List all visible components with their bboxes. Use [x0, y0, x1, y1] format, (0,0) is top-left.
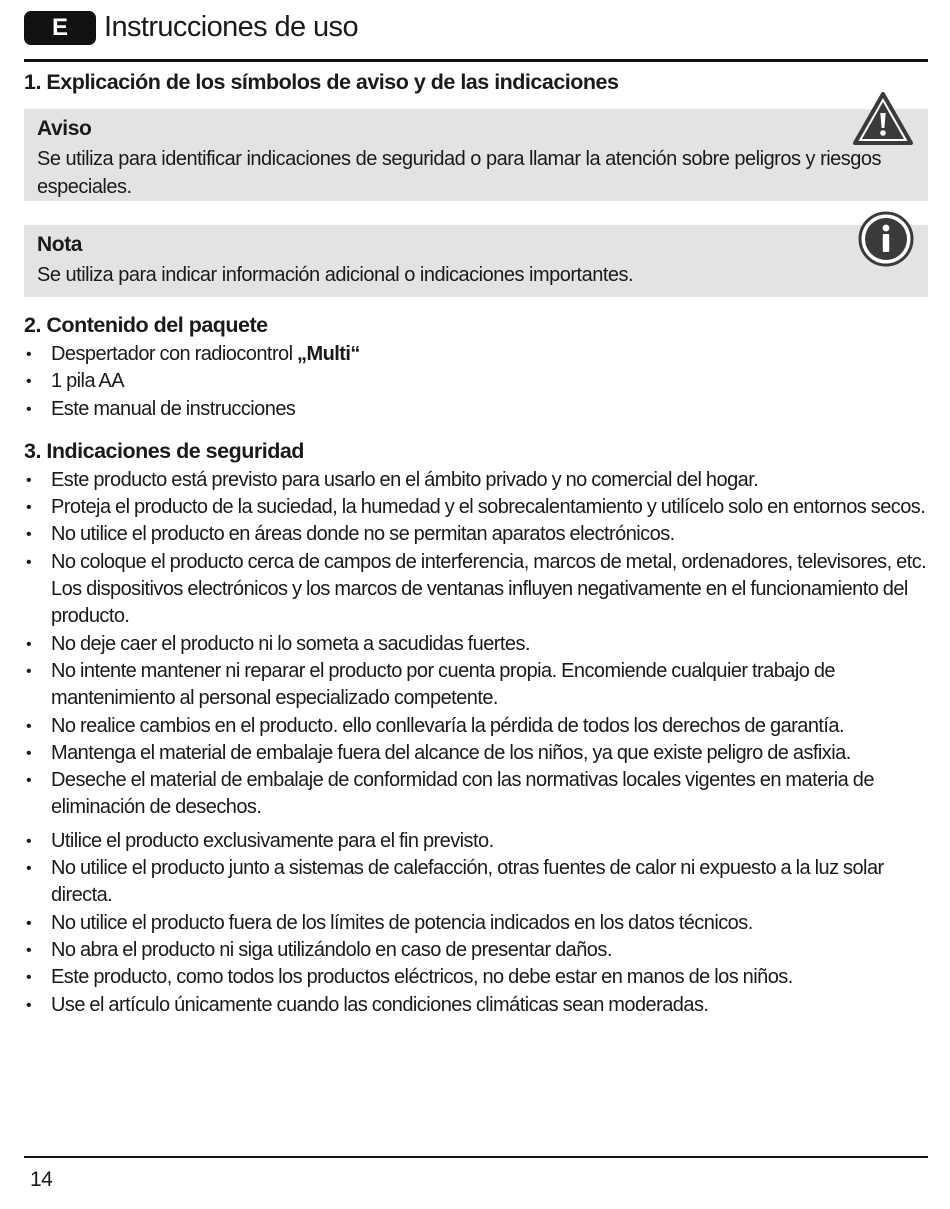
- list-item: • Deseche el material de embalaje de conformidad con las normativas locales vigentes en materia de eliminación de desechos.: [24, 767, 928, 822]
- list-item: • Proteja el producto de la suciedad, la humedad y el sobrecalentamiento y utilícelo solo en entornos secos.: [24, 494, 928, 521]
- language-badge: E: [24, 11, 96, 45]
- warning-notice-text: Se utiliza para identificar indicaciones de seguridad o para llamar la atención sobre peligros y riesgos especiales.: [37, 148, 882, 198]
- list-item: • No abra el producto ni siga utilizándolo en caso de presentar daños.: [24, 937, 928, 964]
- header-divider: [24, 59, 928, 62]
- list-item: • No utilice el producto en áreas donde no se permitan aparatos electrónicos.: [24, 521, 928, 548]
- list-item: • Este manual de instrucciones: [24, 396, 928, 423]
- list-item: • Este producto está previsto para usarlo en el ámbito privado y no comercial del hogar.: [24, 467, 928, 494]
- page-content: [24, 68, 928, 1019]
- warning-notice-title: Aviso: [37, 117, 92, 140]
- list-item: • No intente mantener ni reparar el producto por cuenta propia. Encomiende cualquier trabajo de mantenimiento al personal especializado competente.: [24, 658, 928, 713]
- section-safety-heading: 3. Indicaciones de seguridad: [24, 438, 304, 463]
- list-item: • No utilice el producto junto a sistemas de calefacción, otras fuentes de calor ni expuesto a la luz solar directa.: [24, 855, 928, 910]
- page-header: [24, 8, 928, 62]
- list-item: • No realice cambios en el producto. ello conllevaría la pérdida de todos los derechos de garantía.: [24, 713, 928, 740]
- note-notice-text: Se utiliza para indicar información adicional o indicaciones importantes.: [37, 264, 634, 286]
- list-item: • Este producto, como todos los productos eléctricos, no debe estar en manos de los niños.: [24, 964, 928, 991]
- footer-divider: [24, 1156, 928, 1158]
- section-symbols: [24, 68, 928, 297]
- warning-triangle-icon: [852, 91, 914, 147]
- section-package-contents-heading: 2. Contenido del paquete: [24, 313, 268, 337]
- safety-list: [24, 467, 928, 1019]
- list-item: [24, 341, 928, 368]
- warning-notice: [24, 109, 928, 201]
- note-notice: [24, 225, 928, 297]
- list-item: • Mantenga el material de embalaje fuera del alcance de los niños, ya que existe peligro de asfixia.: [24, 740, 928, 767]
- list-item: • No coloque el producto cerca de campos de interferencia, marcos de metal, ordenadores, televisores, etc. Los dispositivos electrónicos y los marcos de ventanas influyen negativamente en el funcionamiento del producto.: [24, 549, 928, 631]
- note-notice-title: Nota: [37, 233, 83, 256]
- list-item: • Utilice el producto exclusivamente para el fin previsto.: [24, 828, 928, 855]
- list-item: • No utilice el producto fuera de los límites de potencia indicados en los datos técnicos.: [24, 910, 928, 937]
- list-item: • 1 pila AA: [24, 368, 928, 395]
- section-symbols-heading: 1. Explicación de los símbolos de aviso y de las indicaciones: [24, 70, 619, 94]
- section-safety: [24, 437, 928, 1019]
- product-name: „Multi“: [297, 343, 360, 365]
- page-title: Instrucciones de uso: [104, 11, 358, 43]
- page-number: 14: [30, 1168, 53, 1191]
- package-contents-list: [24, 341, 928, 423]
- info-circle-icon: [858, 211, 914, 267]
- list-item: • No deje caer el producto ni lo someta a sacudidas fuertes.: [24, 631, 928, 658]
- package-item-text: Despertador con radiocontrol: [51, 343, 298, 365]
- list-item: • Use el artículo únicamente cuando las condiciones climáticas sean moderadas.: [24, 992, 928, 1019]
- section-package-contents: [24, 311, 928, 423]
